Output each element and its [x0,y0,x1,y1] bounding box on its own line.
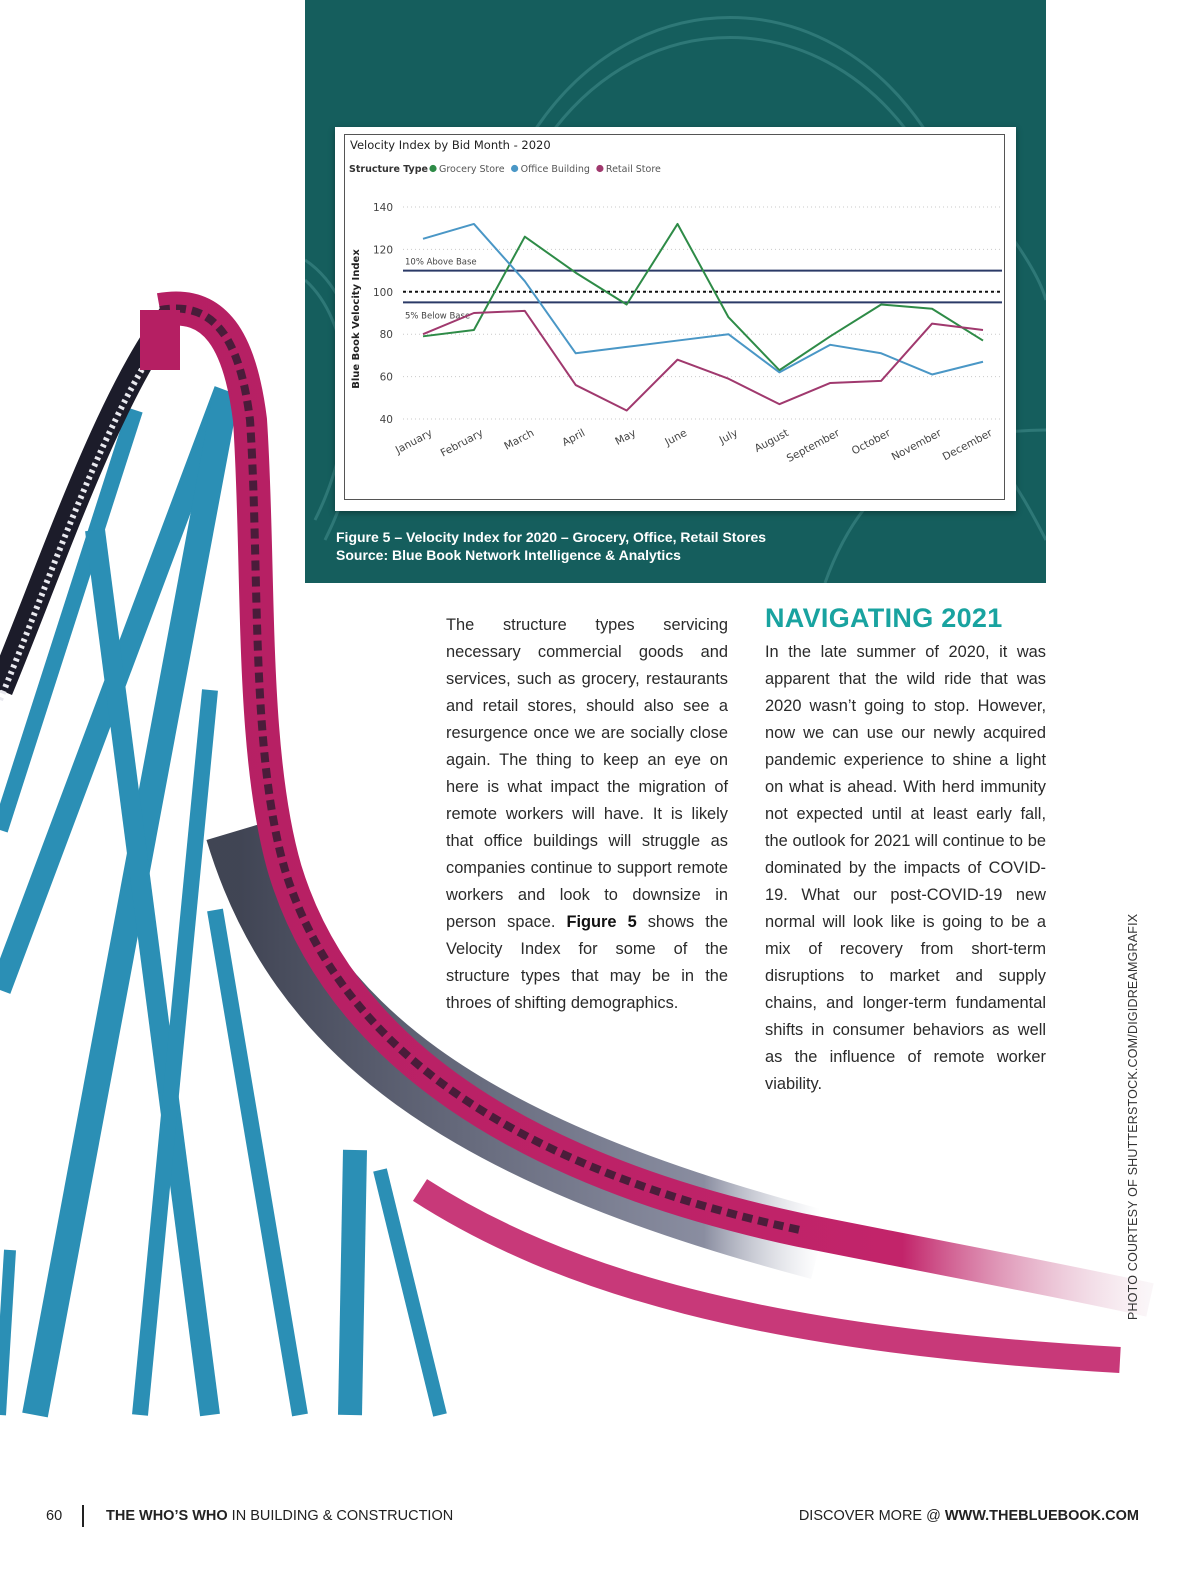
x-tick-6: July [717,427,740,447]
y-tick-60: 60 [379,371,393,384]
legend-label-0: Grocery Store [439,164,505,175]
x-tick-10: November [889,427,944,464]
x-tick-7: August [752,427,791,455]
chart-frame [344,134,1005,500]
y-tick-80: 80 [379,329,393,342]
x-tick-1: February [438,427,486,460]
page-footer [0,1500,1200,1532]
figure-reference: Figure 5 [566,913,637,931]
discover-prefix: DISCOVER MORE @ [798,1508,945,1524]
series-line-2 [423,311,983,411]
chart-title: Velocity Index by Bid Month - 2020 [350,138,551,152]
x-tick-5: June [663,427,689,449]
website-link[interactable]: WWW.THEBLUEBOOK.COM [944,1508,1139,1524]
x-tick-3: April [560,427,588,449]
reference-label-0: 10% Above Base [405,257,477,268]
x-tick-8: September [784,427,842,465]
series-line-1 [423,224,983,375]
chart-card [335,127,1016,511]
x-tick-2: March [502,427,537,453]
x-tick-4: May [613,427,639,448]
page-number: 60 [46,1508,63,1524]
legend-label-1: Office Building [520,164,590,175]
figure-panel [305,0,1046,583]
publication-title-bold: THE WHO’S WHO [106,1508,228,1524]
y-tick-100: 100 [372,286,393,299]
publication-title [106,1508,453,1524]
x-tick-0: January [393,427,435,457]
y-axis-label: Blue Book Velocity Index [351,249,362,389]
y-axis-ticks [373,202,393,426]
legend-title: Structure Type [349,164,428,175]
discover-more [799,1508,1139,1524]
series-line-0 [423,224,983,370]
caption-source: Source: Blue Book Network Intelligence & Analytics [336,547,681,563]
left-text-column [446,612,728,1017]
chart-legend [349,164,661,175]
x-axis-ticks [393,427,995,465]
footer-divider [82,1505,84,1527]
y-tick-40: 40 [379,414,393,426]
legend-marker-2 [596,165,603,172]
legend-marker-1 [511,165,518,172]
x-tick-9: October [849,427,893,458]
section-heading: NAVIGATING 2021 [765,603,1003,633]
x-tick-11: December [940,427,995,464]
reference-label-2: 5% Below Base [405,311,471,322]
left-text-part1: The structure types servicing necessary commercial goods and services, such as grocery, restaurants and retail stores, should also see a resurgence once we are socially close again. The thing to keep an eye on here is what impact the migration of remote workers will have. It is likely that office buildings will struggle as companies continue to support remote workers and look to downsize in person space. [446,616,728,931]
photo-credit: PHOTO COURTESY OF SHUTTERSTOCK.COM/DIGIDREAMGRAFIX [1126,913,1140,1320]
legend-marker-0 [429,165,436,172]
publication-title-rest: IN BUILDING & CONSTRUCTION [227,1508,454,1524]
left-text-part2: shows the Velocity Index for some of the structure types that may be in the throes of shifting demographics. [446,913,728,1012]
velocity-line-chart [345,135,1006,501]
y-tick-140: 140 [372,202,393,214]
chart-series [423,224,983,411]
right-text-column: In the late summer of 2020, it was apparent that the wild ride that was 2020 wasn’t going to stop. However, now we can use our newly acquired pandemic experience to shine a light on what is ahead. With herd immunity not expected until at least early fall, the outlook for 2021 will continue to be dominated by the impacts of COVID-19. What our post-COVID-19 new normal will look like is going to be a mix of recovery from short-term disruptions to market and supply chains, and longer-term fundamental shifts in consumer behaviors as well as the influence of remote worker viability. [765,643,1046,1093]
legend-label-2: Retail Store [605,164,661,175]
figure-caption [336,528,1016,564]
caption-title: Figure 5 – Velocity Index for 2020 – Grocery, Office, Retail Stores [336,529,767,545]
y-tick-120: 120 [372,244,393,257]
